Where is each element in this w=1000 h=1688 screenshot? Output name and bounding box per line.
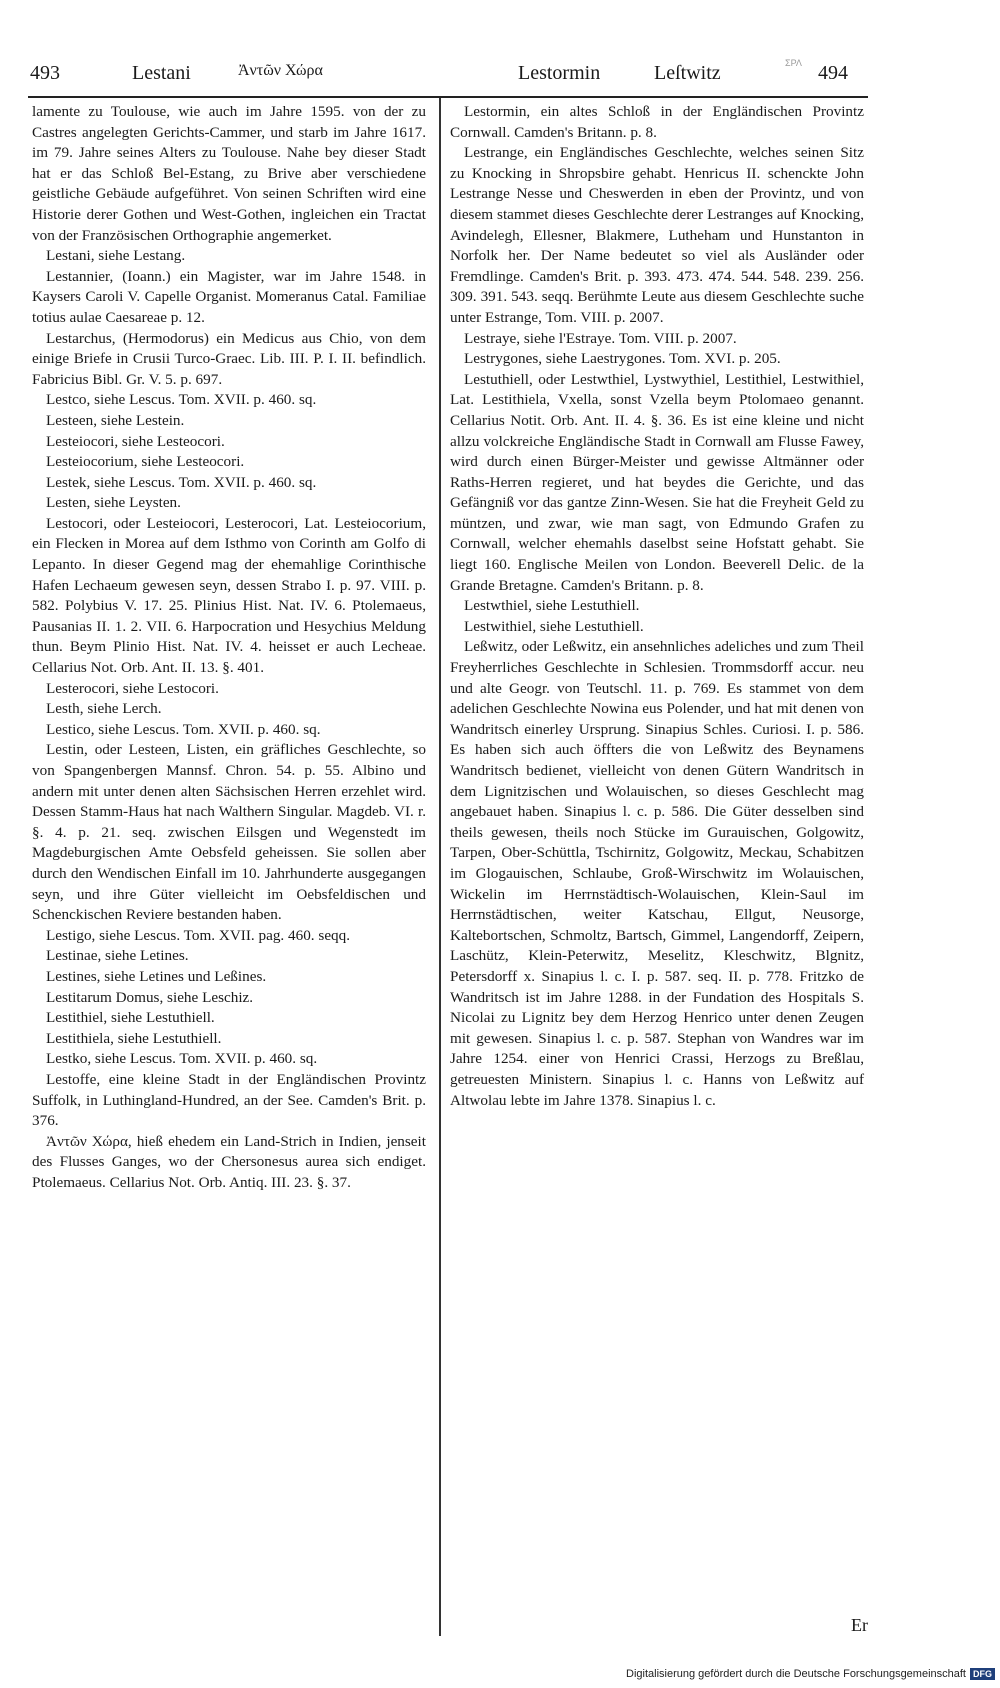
dictionary-entry: Lestocori, oder Lesteiocori, Lesterocori, Lat. Lesteiocorium, ein Flecken in Morea auf dem Isthmo von Corinth am Golfo di Lepanto. In dieser Gegend mag der ehemahlige Corinthische Hafen Lechaeum gewesen seyn, dessen Strabo I. p. 97. VIII. p. 582. Polybius V. 17. 25. Plinius Hist. Nat. IV. 6. Ptolemaeus, Pausanias II. 1. 2. VII. 6. Harpocration und Hesychius Meldung thun. Beym Plinio Hist. Nat. IV. 4. heisset er auch Lecheae. Cellarius Not. Orb. Ant. II. 13. §. 401. — [32, 514, 426, 677]
book-page — [28, 56, 868, 1636]
right-column — [450, 102, 864, 1111]
header-word-left: Lestani — [132, 62, 191, 84]
dictionary-entry: Lestithiel, siehe Lestuthiell. — [46, 1009, 215, 1027]
dictionary-entry: Lestwthiel, siehe Lestuthiell. — [464, 597, 640, 615]
dictionary-entry: Ἀντῶν Χώρα, hieß ehedem ein Land-Strich in Indien, jenseit des Flusses Ganges, wo der Chersonesus aurea sich endiget. Ptolemaeus. Cellarius Not. Orb. Antiq. III. 23. §. 37. — [32, 1132, 426, 1191]
dictionary-entry: Lestwithiel, siehe Lestuthiell. — [464, 617, 644, 635]
dictionary-entry: Lestines, siehe Letines und Leßines. — [46, 967, 267, 985]
footer-text: Digitalisierung gefördert durch die Deutsche Forschungsgemeinschaft — [626, 1668, 966, 1680]
column-divider — [439, 98, 441, 1636]
page-number-right: 494 — [818, 62, 848, 84]
dictionary-entry: Lestuthiell, oder Lestwthiel, Lystwythiel, Lestithiel, Lestwithiel, Lat. Lestithiela, Vxella, sonst Vzella beym Ptolomaeo genannt. Cellarius Notit. Orb. Ant. II. 4. §. 36. Es ist eine kleine und nicht allzu volckreiche Engländische Stadt in Cornwall am Flusse Fawey, wird durch einen Bürger-Meister und gewisse Altmänner oder Raths-Herren regieret, und hat beydes die Gerichte, und das Gefängniß vor das gantze Zinn-Wesen. Sie hat die Freyheit Geld zu müntzen, und zwar, wie man sagt, von Edmundo Grafen zu Cornwall, welcher ehemahls daselbst seine Hofstatt gehabt. Sie liegt 160. Englische Meilen von London. Beeverell Delic. de la Grande Bretagne. Camden's Britann. p. 8. — [450, 370, 864, 594]
dictionary-entry: Lestithiela, siehe Lestuthiell. — [46, 1029, 222, 1047]
dictionary-entry: Lestinae, siehe Letines. — [46, 947, 189, 965]
page-number-left: 493 — [30, 62, 60, 84]
library-stamp: ΣΡΛ — [785, 58, 802, 68]
header-word-right-2: Leſtwitz — [654, 62, 721, 84]
dictionary-entry: Lestitarum Domus, siehe Leschiz. — [46, 988, 254, 1006]
dictionary-entry: Lestrange, ein Engländisches Geschlechte, welches seinen Sitz zu Knocking in Shropsbire gehabt. Henricus II. schenckte John Lestrange Nesse und Cheswerden in eben der Provintz, und von diesem stammet dieses Geschlechte derer Lestranges auf Knocking, Avindelegh, Ellesner, Blakmere, Lutheham und Hunstanton in Norfolk her. Der Name bedeutet so viel als Ausländer oder Fremdlinge. Camden's Brit. p. 393. 473. 474. 544. 548. 239. 256. 309. 391. 543. seqq. Berühmte Leute aus diesem Geschlechte suche unter Estrange, Tom. VIII. p. 2007. — [450, 144, 864, 326]
dictionary-entry: Lestrygones, siehe Laestrygones. Tom. XVI. p. 205. — [464, 350, 781, 368]
dictionary-entry: Lestarchus, (Hermodorus) ein Medicus aus Chio, von dem einige Briefe in Crusii Turco-Graec. Lib. III. P. I. II. befindlich. Fabricius Bibl. Gr. V. 5. p. 697. — [32, 329, 426, 388]
dictionary-entry: Lestico, siehe Lescus. Tom. XVII. p. 460. sq. — [46, 720, 321, 738]
digitization-footer — [565, 1664, 995, 1684]
dictionary-entry: Lesterocori, siehe Lestocori. — [46, 679, 219, 697]
left-column — [32, 102, 426, 1193]
header-greek: Ἀντῶν Χώρα — [238, 62, 323, 79]
dictionary-entry: Lestraye, siehe l'Estraye. Tom. VIII. p. 2007. — [464, 329, 737, 347]
dictionary-entry: Lesth, siehe Lerch. — [46, 700, 162, 718]
dictionary-entry: Lestannier, (Ioann.) ein Magister, war im Jahre 1548. in Kaysers Caroli V. Capelle Organist. Momeranus Catal. Familiae totius aulae Caesareae p. 12. — [32, 267, 426, 326]
dictionary-entry: lamente zu Toulouse, wie auch im Jahre 1595. von der zu Castres angelegten Gerichts-Cammer, und starb im Jahre 1617. im 79. Jahre seines Alters zu Toulouse. Nahe bey dieser Stadt hat er das Schloß Bel-Estang, zu Brive aber verschiedene geistliche Gebäude aufgeführet. Von seinen Schriften wird eine Historie derer Gothen und West-Gothen, ingleichen ein Tractat von der Französischen Orthographie angemerket. — [32, 103, 426, 244]
dictionary-entry: Lesteen, siehe Lestein. — [46, 411, 185, 429]
dictionary-entry: Lestani, siehe Lestang. — [46, 247, 186, 265]
dictionary-entry: Lestoffe, eine kleine Stadt in der Engländischen Provintz Suffolk, in Luthingland-Hundred, an der See. Camden's Brit. p. 376. — [32, 1070, 426, 1130]
dictionary-entry: Lestigo, siehe Lescus. Tom. XVII. pag. 460. seqq. — [46, 926, 351, 944]
dictionary-entry: Lestin, oder Lesteen, Listen, ein gräfliches Geschlechte, so von Spangenbergen Mannsf. Chron. 54. p. 55. Albino und andern mit unter denen alten Sächsischen Herren erzehlet wird. Dessen Stamm-Haus hat nach Walthern Singular. Magdeb. VI. r. §. 4. p. 21. seq. zwischen Eilsgen und Wegenstedt im Magdeburgischen Amte Oebsfeld geheissen. Sie sollen aber durch den Wendischen Einfall im 10. Jahrhunderte ausgegangen seyn, und ihre Güter vielleicht im Oebsfeldischen und Schenckischen Reviere bestanden haben. — [32, 741, 426, 924]
dictionary-entry: Lesteiocorium, siehe Lesteocori. — [46, 453, 245, 471]
dictionary-entry: Lestco, siehe Lescus. Tom. XVII. p. 460. sq. — [46, 391, 317, 409]
dictionary-entry: Lesten, siehe Leysten. — [46, 494, 181, 512]
header-word-right-1: Lestormin — [518, 62, 601, 84]
dictionary-entry: Lestek, siehe Lescus. Tom. XVII. p. 460. sq. — [46, 473, 317, 491]
dictionary-entry: Leßwitz, oder Leßwitz, ein ansehnliches adeliches und zum Theil Freyherrliches Geschlechte in Schlesien. Trommsdorff accur. neu und alte Geogr. von Teutschl. 11. p. 769. Es stammet von dem adelichen Geschlechte Nowina eus Polender, und hat mit denen von Wandritsch einerley Ursprung. Sinapius Schles. Curiosi. I. p. 586. Es haben sich auch öffters die von Leßwitz des Beynamens Wandritsch bedienet, vielleicht von denen Gütern Wandritsch in dem Lignitzischen und Wolauischen, so dieses Geschlecht mag angebauet haben. Sinapius l. c. p. 586. Die Güter desselben sind theils gewesen, theils noch Stücke im Gurauischen, Golgowitz, Tarpen, Ober-Schüttla, Tschirnitz, Golgowitz, Meckau, Schabitzen im Glogauischen, Schlaube, Groß-Wirschwitz im Wolauischen, Wickelin im Herrnstädtisch-Wolauischen, Klein-Saul im Herrnstädtischen, weiter Katschau, Ellgut, Neusorge, Kaltebortschen, Schmoltz, Bartsch, Gimmel, Langendorff, Zeipern, Laschütz, Klein-Peterwitz, Meselitz, Kleschwitz, Blgnitz, Petersdorff x. Sinapius l. c. I. p. 587. seq. II. p. 778. Fritzko de Wandritsch ist im Jahre 1288. in der Fundation des Hospitals S. Nicolai zu Lignitz bey dem Herzog Henrico unter denen Zeugen mit gewesen. Sinapius l. c. p. 587. Stephan von Wandres war im Jahre 1254. einer von Henrici Crassi, Herzogs zu Breßlau, getreuesten Ministern. Sinapius l. c. Hanns von Leßwitz auf Altwolau lebte im Jahre 1378. Sinapius l. c. — [450, 638, 864, 1109]
dictionary-entry: Lesteiocori, siehe Lesteocori. — [46, 432, 225, 450]
running-header — [28, 56, 868, 96]
header-rule — [28, 96, 868, 98]
dfg-logo: DFG — [970, 1668, 995, 1680]
dictionary-entry: Lestormin, ein altes Schloß in der Engländischen Provintz Cornwall. Camden's Britann. p. 8. — [450, 103, 864, 141]
catchword: Er — [851, 1615, 868, 1635]
dictionary-entry: Lestko, siehe Lescus. Tom. XVII. p. 460. sq. — [46, 1050, 318, 1068]
